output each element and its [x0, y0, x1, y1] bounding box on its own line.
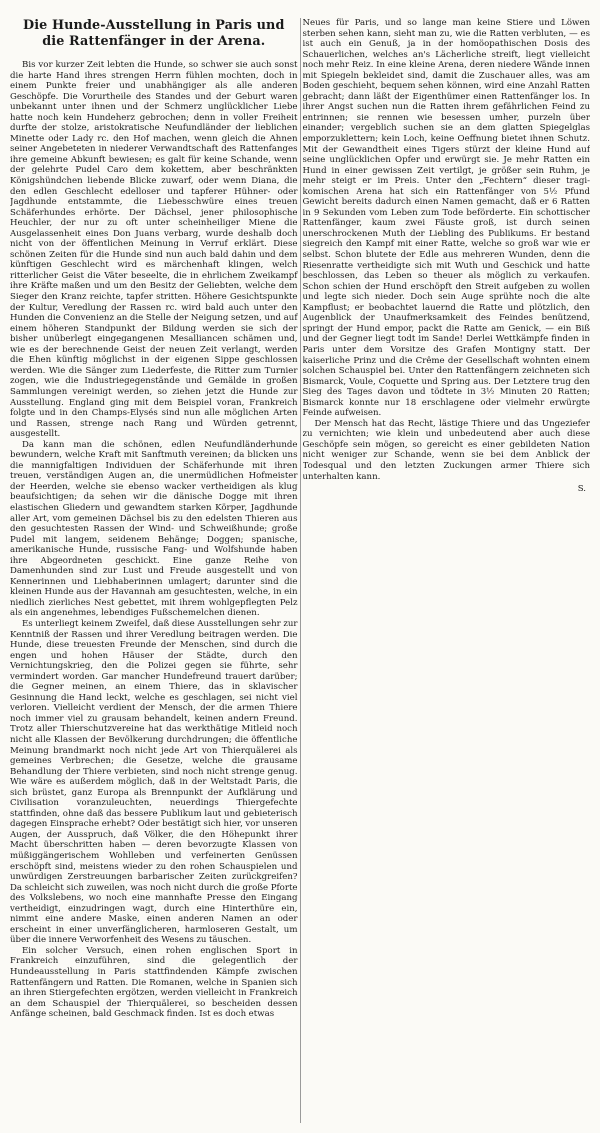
paragraph: Da kann man die schönen, edlen Neufundländerhunde bewundern, welche Kraft mit Sanftmuth vereinen; da blicken uns die mannigfaltigen Individuen der Schäferhunde mit ihren treuen, verständigen Augen an, die unermüdlichen Hofmeister der Heerden, welche sie ebenso wacker vertheidigen als klug beaufsichtigen; da sehen wir die dänische Dogge mit ihren elastischen Gliedern und gewandtem starken Körper, Jagdhunde aller Art, vom gemeinen Dächsel bis zu den edelsten Thieren aus den gesuchtesten Rassen der Wind- und Schweißhunde; große Pudel mit langem, seidenem Behänge; Doggen; spanische, amerikanische Hunde, russische Fang- und Wolfshunde haben ihre Abgeordneten geschickt. Eine ganze Reihe von Damenhunden sind zur Lust und Freude ausgestellt und von Kennerinnen und Liebhaberinnen umlagert; darunter sind die kleinen Hunde aus der Havannah am gesuchtesten, welche, in ein niedlich zierliches Nest gebettet, mit ihrem wohlgepflegten Pelz als ein angenehmes, lebendiges Fußschemelchen dienen.	[10, 439, 298, 619]
article-title: Die Hunde-Ausstellung in Paris und die Rattenfänger in der Arena.	[23, 18, 285, 49]
column-divider	[300, 18, 301, 1123]
right-column	[303, 18, 591, 538]
paragraph: Es unterliegt keinem Zweifel, daß diese Ausstellungen sehr zur Kenntniß der Rassen und ihrer Veredlung beitragen werden. Die Hunde, diese treuesten Freunde der Menschen, sind durch die engen und hohen Häuser der Städte, durch den Vernichtungskrieg, den die Polizei gegen sie führte, sehr vermindert worden. Gar mancher Hundefreund trauert darüber; die Gegner meinen, an einem Thiere, das in sklavischer Gesinnung die Hand leckt, welche es geschlagen, sei nicht viel verloren. Vielleicht verdient der Mensch, der die armen Thiere noch immer viel zu grausam behandelt, keinen andern Freund. Trotz aller Thierschutzvereine hat das werkthätige Mitleid noch nicht alle Klassen der Bevölkerung durchdrungen; die öffentliche Meinung brandmarkt noch nicht jede Art von Thierquälerei als gemeines Verbrechen; die Gesetze, welche die grausame Behandlung der Thiere verbieten, sind noch nicht strenge genug. Wie wäre es außerdem möglich, daß in der Weltstadt Paris, die sich brüstet, ganz Europa als Brennpunkt der Aufklärung und Civilisation voranzuleuchten, neuerdings Thiergefechte stattfinden, ohne daß das bessere Publikum laut und gebieterisch dagegen Einsprache erhebt? Oder bestätigt sich hier, vor unseren Augen, der Ausspruch, daß Völker, die den Höhepunkt ihrer Macht überschritten haben — deren bevorzugte Klassen von müßiggängerischem Wohlleben und verfeinerten Genüssen erschöpft sind, meistens wieder zu den rohen Schauspielen und unwürdigen Zerstreuungen barbarischer Zeiten zurückgreifen? Da schleicht sich zuweilen, was noch nicht durch die große Pforte des Volkslebens, wo noch eine mannhafte Presse den Eingang vertheidigt, einzudringen wagt, durch eine Hinterthüre ein, nimmt eine andere Maske, einen anderen Namen an oder erscheint in einer unverfänglicheren, harmloseren Gestalt, um über die innere Verworfenheit des Wesens zu täuschen.	[10, 618, 298, 946]
author-signature: S.	[577, 484, 586, 495]
article-columns	[10, 18, 590, 1125]
paragraph: Der Mensch hat das Recht, lästige Thiere und das Ungeziefer zu vernichten; wie klein und unbedeutend aber auch diese Geschöpfe sein mögen, so gereicht es einer gebildeten Nation nicht weniger zur Schande, wenn sie bei dem Anblick der Todesqual und den letzten Zuckungen armer Thiere sich unterhalten kann.	[302, 418, 590, 482]
paragraph: Neues für Paris, und so lange man keine Stiere und Löwen sterben sehen kann, sieht man zu, wie die Ratten verbluten, — es ist auch ein Genuß, ja in der homöopathischen Dosis des Schauerlichen, welches an's Lächerliche streift, liegt vielleicht noch mehr Reiz. In eine kleine Arena, deren niedere Wände innen mit Spiegeln bekleidet sind, damit die Zuschauer alles, was am Boden geschieht, bequem sehen können, wird eine Anzahl Ratten gebracht; dann läßt der Eigenthümer einen Rattenfänger los. In ihrer Angst suchen nun die Ratten ihrem gefährlichen Feind zu entrinnen; sie rennen wie besessen umher, purzeln über einander; vergeblich suchen sie an dem glatten Spiegelglas emporzuklettern; kein Loch, keine Oeffnung bietet ihnen Schutz. Mit der Gewandtheit eines Tigers stürzt der kleine Hund auf seine unglücklichen Opfer und erwürgt sie. Je mehr Ratten ein Hund in einer gewissen Zeit vertilgt, je größer sein Ruhm, je mehr steigt er im Preis. Unter den „Fechtern“ dieser tragi-komischen Arena hat sich ein Rattenfänger von 5½ Pfund Gewicht bereits dadurch einen Namen gemacht, daß er 6 Ratten in 9 Sekunden vom Leben zum Tode beförderte. Ein schottischer Rattenfänger, kaum zwei Fäuste groß, ist durch seinen unerschrockenen Muth der Liebling des Publikums. Er bestand siegreich den Kampf mit einer Ratte, welche so groß war wie er selbst. Schon blutete der Edle aus mehreren Wunden, denn die Riesenratte vertheidigte sich mit Wuth und Geschick und hatte beschlossen, das Leben so theuer als möglich zu verkaufen. Schon schien der Hund erschöpft den Streit aufgeben zu wollen und legte sich nieder. Doch sein Auge sprühte noch die alte Kampflust; er beobachtet lauernd die Ratte und plötzlich, den Augenblick der Unaufmerksamkeit des Feindes benützend, springt der Hund empor, packt die Ratte am Genick, — ein Biß und der Gegner liegt todt im Sande! Derlei Wettkämpfe finden in Paris unter dem Vorsitze des Grafen Montigny statt. Der kaiserliche Prinz und die Crême der Gesellschaft wohnten einem solchen Schauspiel bei. Unter den Rattenfängern zeichneten sich Bismarck, Voule, Coquette und Spring aus. Der Letztere trug den Sieg des Tages davon und tödtete in 3½ Minuten 20 Ratten; Bismarck konnte nur 18 erschlagene oder vielmehr erwürgte Feinde aufweisen.	[302, 18, 590, 419]
paragraph: Ein solcher Versuch, einen rohen englischen Sport in Frankreich einzuführen, sind die gelegentlich der Hundeausstellung in Paris stattfindenden Kämpfe zwischen Rattenfängern und Ratten. Die Romanen, welche in Spanien sich an ihren Stiergefechten ergötzen, werden vielleicht in Frankreich an dem Schauspiel der Thierquälerei, so bescheiden dessen Anfänge scheinen, bald Geschmack finden. Ist es doch etwas	[10, 945, 298, 1020]
paragraph: Bis vor kurzer Zeit lebten die Hunde, so schwer sie auch sonst die harte Hand ihres strengen Herrn fühlen mochten, doch in einem Punkte freier und unabhängiger als alle anderen Geschöpfe. Die Vorurtheile des Standes und der Geburt waren unbekannt unter ihnen und der Schmerz unglücklicher Liebe hatte noch kein Hundeherz gebrochen; denn in voller Freiheit durfte der stolze, aristokratische Neufundländer der lieblichen Minette oder Lady rc. den Hof machen, wenn gleich die Ahnen seiner Angebeteten in niederer Verwandtschaft des Rattenfanges ihre gemeine Abkunft bewiesen; es galt für keine Schande, wenn der gelehrte Pudel Caro dem kokettem, aber beschränkten Königshündchen liebende Blicke zuwarf, oder wenn Diana, die den edlen Geschlecht edelloser und tapferer Hühner- oder Jagdhunde entstammte, die Liebesschwüre eines treuen Schäferhundes erhörte. Der Dächsel, jener philosophische Heuchler, der nur zu oft unter scheinheiliger Miene die Ausgelassenheit eines Don Juans verbarg, wurde deshalb doch nicht von der öffentlichen Meinung in Verruf erklärt. Diese schönen Zeiten für die Hunde sind nun auch bald dahin und dem künftigen Geschlecht wird es märchenhaft klingen, welch ritterlicher Geist die Väter beseelte, die in ehrlichem Zweikampf ihre Kräfte maßen und um den Besitz der Geliebten, welche dem Sieger den Kranz reichte, tapfer stritten. Höhere Gesichtspunkte der Kultur, Veredlung der Rassen rc. wird bald auch unter den Hunden die Convenienz an die Stelle der Neigung setzen, und auf einem höheren Standpunkt der Bildung werden sie sich der bisher unüberlegt eingegangenen Mesalliancen schämen und, wie es der berechnende Geist der neuen Zeit verlangt, werden die Ehen künftig möglichst in der eigenen Sippe geschlossen werden. Wie die Sänger zum Liederfeste, die Ritter zum Turnier zogen, wie die Industriegegenstände und Gemälde in großen Sammlungen vereinigt werden, so ziehen jetzt die Hunde zur Ausstellung. England ging mit dem Beispiel voran, Frankreich folgte und in den Champs-Elysés sind nun alle möglichen Arten und Rassen, strenge nach Rang und Würden getrennt, ausgestellt.	[10, 60, 298, 440]
left-column	[10, 18, 298, 1123]
